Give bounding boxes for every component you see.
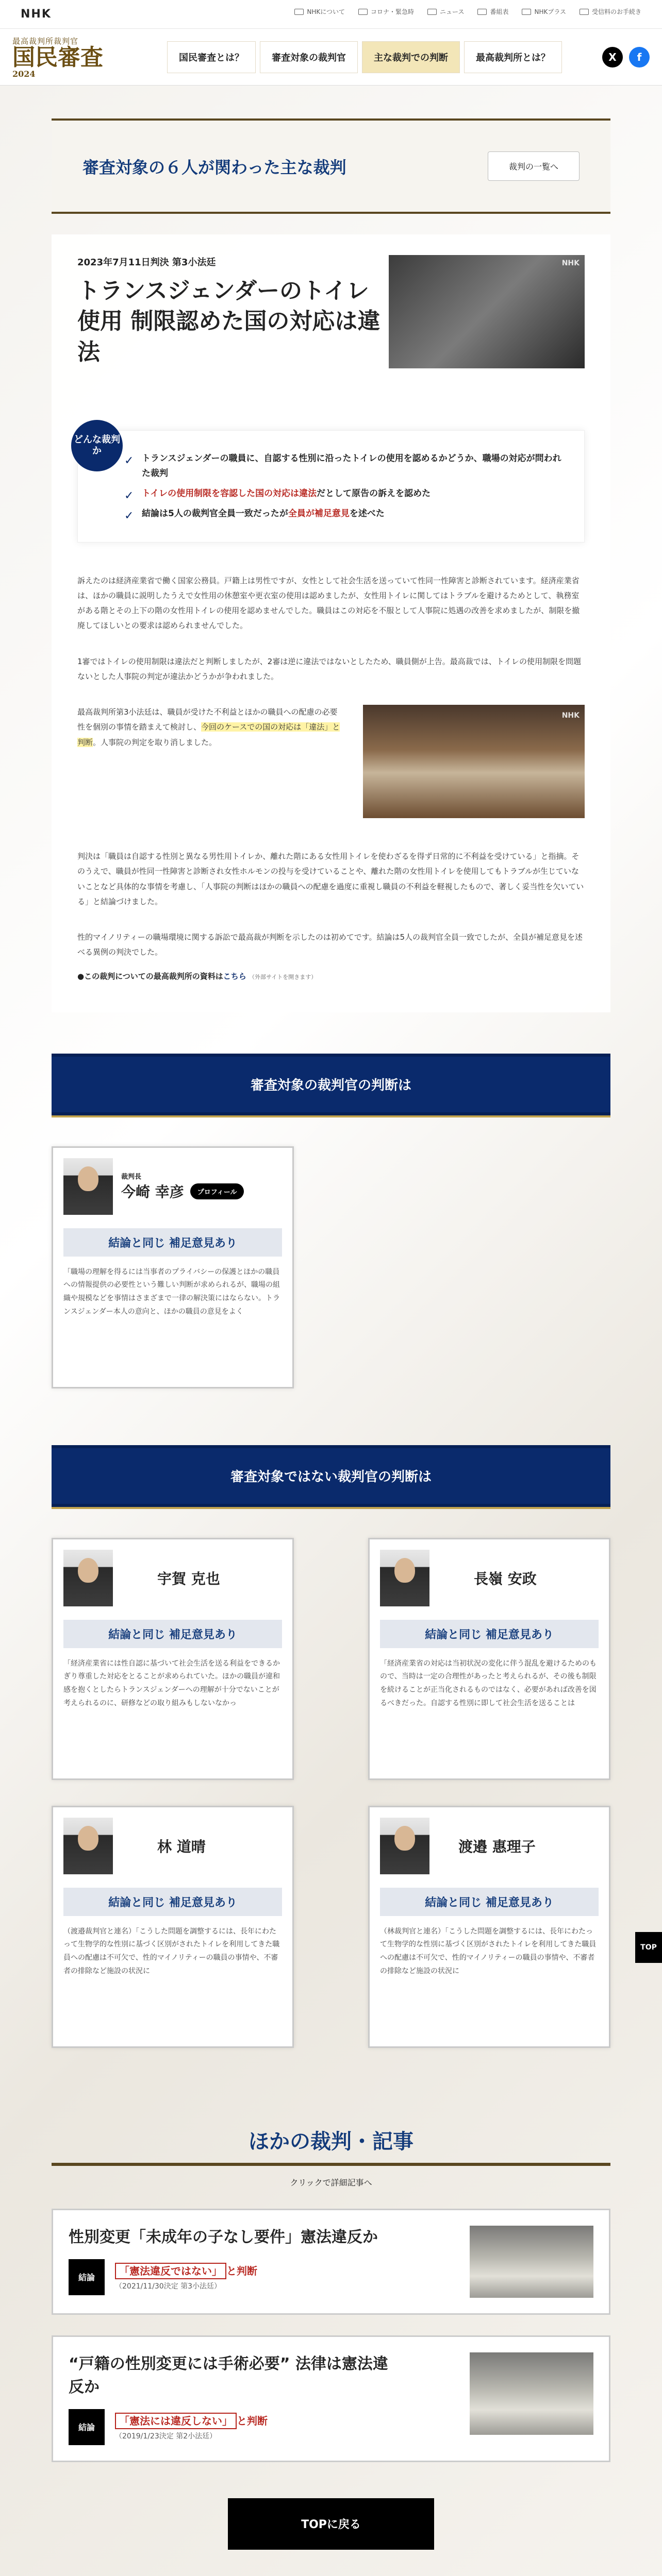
judge-portrait <box>380 1818 429 1874</box>
judge-name: 今崎 幸彦 <box>121 1183 184 1201</box>
related-article-card[interactable]: “戸籍の性別変更には手術必要” 法律は憲法違反か 結論 「憲法には違反しない」 と判断 （2019/1/23決定 第2小法廷） <box>52 2335 610 2462</box>
utility-nav <box>294 7 641 16</box>
main-nav <box>167 41 562 73</box>
court-building-photo <box>470 2226 593 2298</box>
judge-opinion-text: 「経済産業省には性自認に基づいて社会生活を送る利益をできるかぎり尊重した対応をとることが求められていた。ほかの職員が違和感を抱くとしたらトランスジェンダーへの理解が十分でないことが考えられるのに、研修などの取り組みもしないなかっ <box>63 1659 280 1708</box>
opinion-badge: 結論と同じ 補足意見あり <box>380 1620 599 1648</box>
judge-portrait <box>63 1818 113 1874</box>
ruling-date: 2023年7月11日判決 第3小法廷 <box>77 257 216 268</box>
court-material-link[interactable]: こちら <box>223 971 246 981</box>
back-to-top-button[interactable]: TOPに戻る <box>228 2498 434 2550</box>
judges-target-section <box>52 1054 610 1388</box>
judge-opinion-text: （渡邉裁判官と連名）「こうした問題を調整するには、長年にわたって生物学的な性別に基づく区別がされたトイレを利用してきた職員への配慮は不可欠で、性的マイノリティーの職員の事情や、不審者の排除など施設の状況に <box>63 1927 280 1976</box>
courtroom-photo <box>389 255 585 368</box>
conclusion-tag: 結論 <box>69 2259 105 2295</box>
related-article-title: 性別変更「未成年の子なし要件」憲法違反か <box>69 2228 378 2246</box>
ruling-date: （2019/1/23決定 第2小法廷） <box>115 2432 217 2441</box>
nhk-icon <box>294 9 304 15</box>
nhk-logo[interactable]: NHK <box>21 8 52 21</box>
judge-opinion-text: 「職場の理解を得るには当事者のプライバシーの保護とほかの職員への情報提供の必要性という難しい判断が求められるが、職場の組織や規模などを事情はさまざまで一律の解決策にはならない。トランスジェンダー本人の意向と、ほかの職員の意見をよく <box>63 1267 280 1316</box>
judge-name: 林 道晴 <box>157 1838 206 1855</box>
section-subheading: クリックで詳細記事へ <box>290 2177 372 2188</box>
article-title: トランスジェンダーのトイレ使用 制限認めた国の対応は違法 <box>77 278 380 365</box>
summary-item: ✓ 結論は5人の裁判官全員一致だったが全員が補足意見を述べた <box>124 506 569 521</box>
judge-role: 裁判長 <box>121 1173 142 1181</box>
section-heading: 審査対象ではない裁判官の判断は <box>52 1445 610 1507</box>
social-links <box>602 47 650 67</box>
global-header <box>0 0 662 29</box>
judge-name: 宇賀 克也 <box>157 1570 220 1587</box>
section-heading: ほかの裁判・記事 <box>52 2125 610 2166</box>
opinion-badge: 結論と同じ 補足意見あり <box>63 1228 282 1257</box>
court-sign-photo <box>470 2352 593 2435</box>
judge-card <box>52 1146 294 1388</box>
section-heading: 審査対象の裁判官の判断は <box>52 1054 610 1115</box>
x-icon[interactable]: X <box>602 47 623 67</box>
profile-button[interactable]: プロフィール <box>190 1183 244 1199</box>
util-link-about[interactable]: NHKについて <box>294 7 345 16</box>
site-logo[interactable]: 最高裁判所裁判官 国民審査 2024 <box>12 36 103 79</box>
nav-judges[interactable]: 審査対象の裁判官 <box>260 41 358 73</box>
judge-opinion-text: 「経済産業省の対応は当初状況の変化に伴う混乱を避けるためのもので、当時は一定の合理性があったと考えられるが、その後も制限を続けることが正当化されるものではなく、必要があれば改善を図るべきだった。自認する性別に即して社会生活を送ることは <box>380 1659 597 1708</box>
util-link-fee[interactable]: 受信料のお手続き <box>580 7 641 16</box>
judge-card <box>368 1806 610 2048</box>
util-link-news[interactable]: ニュース <box>427 7 464 16</box>
util-link-corona[interactable]: コロナ・緊急時 <box>358 7 414 16</box>
judges-other-section <box>52 1445 610 2048</box>
courtroom-photo <box>363 705 585 818</box>
related-article-title: “戸籍の性別変更には手術必要” 法律は憲法違反か <box>69 2354 388 2396</box>
judge-name: 長嶺 安政 <box>474 1570 537 1587</box>
conclusion-text: 「憲法違反ではない」 <box>115 2263 226 2279</box>
paragraph: 最高裁判所第3小法廷は、職員が受けた不利益とほかの職員への配慮の必要性を個別の事情を踏まえて検討し、今回のケースでの国の対応は「違法」と判断。人事院の判定を取り消しました。 <box>77 707 340 747</box>
other-rulings-section <box>52 2125 610 2550</box>
page-title: 審査対象の６人が関わった主な裁判 <box>82 157 346 177</box>
judge-card <box>52 1806 294 2048</box>
opinion-badge: 結論と同じ 補足意見あり <box>63 1888 282 1916</box>
alert-icon <box>358 9 368 15</box>
paragraph: 訴えたのは経済産業省で働く国家公務員。戸籍上は男性ですが、女性として社会生活を送っていて性同一性障害と診断されています。経済産業省は、ほかの職員に説明したうえで女性用の休憩室や更衣室の使用は認めましたが、女性用トイレに関してはトラブルを避けるためとして、執務室がある階とその上下の階の女性用トイレの使用を認めませんでした。職員はこの対応を不服として人事院に処遇の改善を求めましたが、制限を撤廃してほしいとの要求は認められませんでした。 <box>77 575 580 631</box>
judge-portrait <box>63 1550 113 1606</box>
judge-name: 渡邉 惠理子 <box>458 1838 536 1855</box>
page-head <box>52 118 610 214</box>
summary-section <box>74 430 585 543</box>
judge-opinion-text: （林裁判官と連名）「こうした問題を調整するには、長年にわたって生物学的な性別に基づく区別がされたトイレを利用してきた職員への配慮は不可欠で、性的マイノリティーの職員の事情や、不審者の排除など施設の状況に <box>380 1927 597 1976</box>
photo-credit: NHK <box>561 259 580 267</box>
judge-portrait <box>380 1550 429 1606</box>
summary-item: ✓ トイレの使用制限を容認した国の対応は違法だとして原告の訴えを認めた <box>124 486 569 501</box>
nav-rulings[interactable]: 主な裁判での判断 <box>362 41 460 73</box>
conclusion-tag: 結論 <box>69 2409 105 2445</box>
paragraph: 性的マイノリティーの職場環境に関する訴訟で最高裁が判断を示したのは初めてです。結論は5人の裁判官全員一致でしたが、全員が補足意見を述べる異例の判決でした。 <box>77 933 583 957</box>
paragraph: 判決は「職員は自認する性別と異なる男性用トイレか、離れた階にある女性用トイレを使わざるを得ず日常的に不利益を受けている」と指摘。そのうえで、職員が性同一性障害と診断され女性ホルモンの投与を受けていることや、離れた階の女性用トイレを使用してもトラブルが生じていないことなど具体的な事情を考慮し、「人事院の判断はほかの職員への配慮を過度に重視し職員の不利益を軽視したもので、著しく妥当性を欠いている」と結論づけました。 <box>77 852 584 906</box>
play-icon <box>522 9 531 15</box>
judge-card <box>52 1538 294 1780</box>
news-icon <box>427 9 437 15</box>
judge-card <box>368 1538 610 1780</box>
photo-credit: NHK <box>561 711 580 720</box>
nav-about[interactable]: 国民審査とは？ <box>167 41 256 73</box>
court-material-note: ●この裁判についての最高裁判所の資料はこちら （外部サイトを開きます） <box>77 971 317 981</box>
util-link-schedule[interactable]: 番組表 <box>477 7 508 16</box>
ruling-list-link[interactable]: 裁判の一覧へ <box>488 151 580 181</box>
util-link-plus[interactable]: NHKプラス <box>522 7 566 16</box>
ruling-date: （2021/11/30決定 第3小法廷） <box>115 2282 222 2291</box>
summary-item: ✓ トランスジェンダーの職員に、自認する性別に沿ったトイレの使用を認めるかどうか、職場の対応が問われた裁判 <box>124 451 569 481</box>
nav-supreme-court[interactable]: 最高裁判所とは？ <box>464 41 562 73</box>
page-top-button[interactable]: TOP <box>635 1932 662 1963</box>
judge-portrait <box>63 1158 113 1215</box>
summary-badge: どんな裁判か <box>71 420 123 471</box>
opinion-badge: 結論と同じ 補足意見あり <box>63 1620 282 1648</box>
facebook-icon[interactable]: f <box>629 47 650 67</box>
fee-icon <box>580 9 589 15</box>
paragraph: 1審ではトイレの使用制限は違法だと判断しましたが、2審は逆に違法ではないとしたため、職員側が上告。最高裁では、トイレの使用制限を問題ないとした人事院の判定が違法かどうかが争われました。 <box>77 656 581 681</box>
site-header <box>0 29 662 86</box>
related-article-card[interactable]: 性別変更「未成年の子なし要件」憲法違反か 結論 「憲法違反ではない」 と判断 （2021/11/30決定 第3小法廷） <box>52 2209 610 2315</box>
article-body <box>52 573 610 960</box>
conclusion-text: 「憲法には違反しない」 <box>115 2413 237 2429</box>
summary-list <box>77 430 585 543</box>
main-content <box>0 86 662 2576</box>
schedule-icon <box>477 9 487 15</box>
opinion-badge: 結論と同じ 補足意見あり <box>380 1888 599 1916</box>
article <box>52 234 610 1012</box>
